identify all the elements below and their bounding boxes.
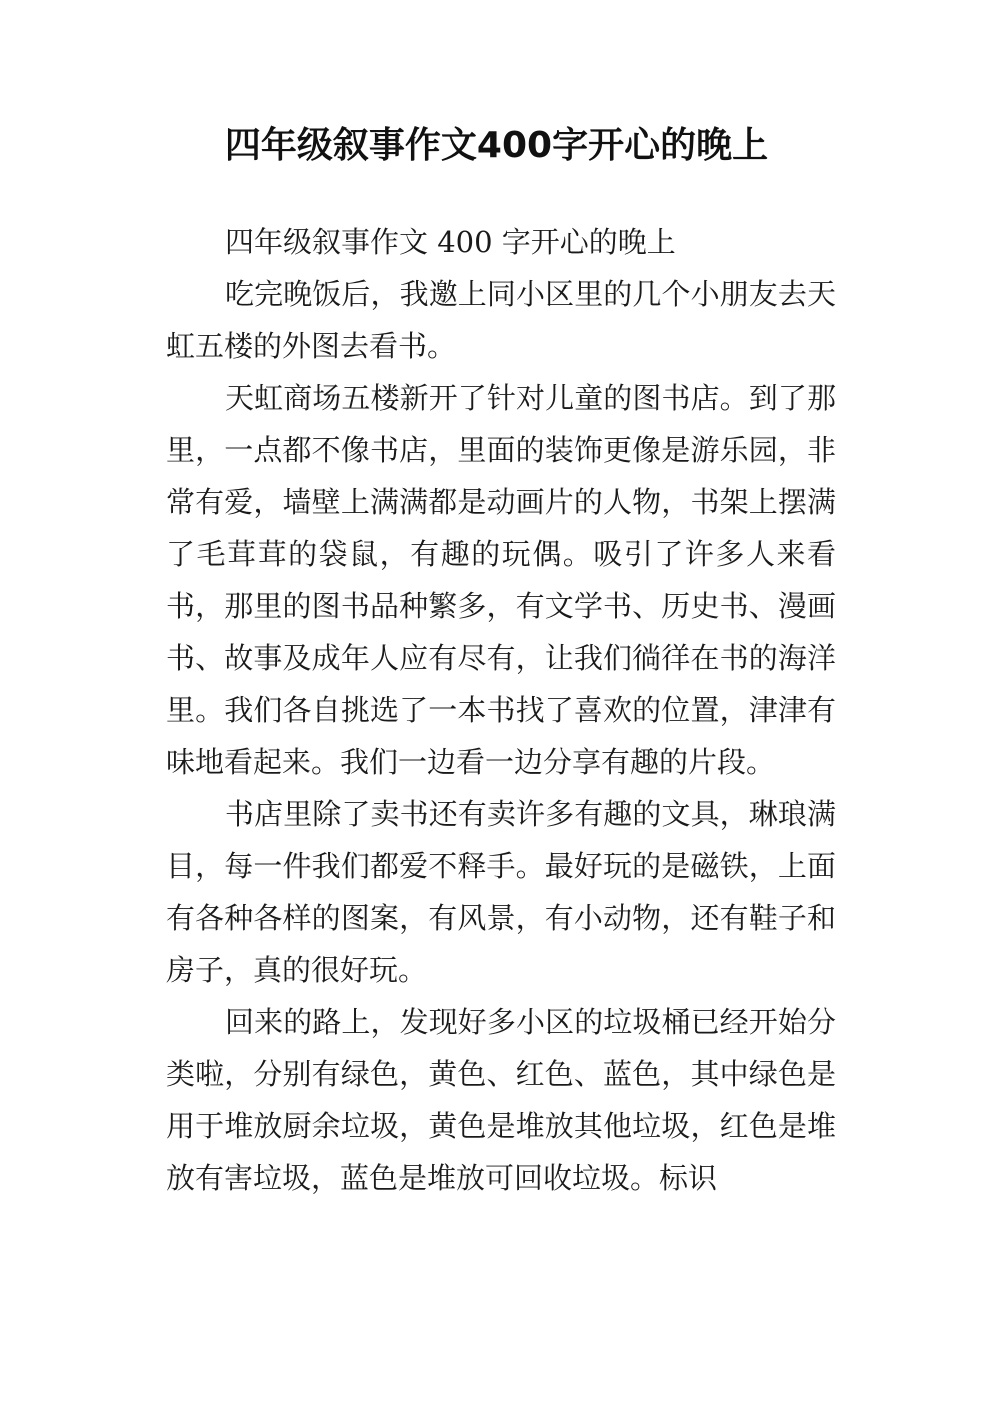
document-body (166, 216, 836, 1204)
document-title: 四年级叙事作文400字开心的晚上 (224, 125, 769, 166)
paragraph-subtitle: 四年级叙事作文 400 字开心的晚上 (225, 225, 676, 259)
paragraph-4: 回来的路上，发现好多小区的垃圾桶已经开始分类啦，分别有绿色，黄色、红色、蓝色，其中绿色是用于堆放厨余垃圾，黄色是堆放其他垃圾，红色是堆放有害垃圾，蓝色是堆放可回收垃圾。标识 (166, 1005, 836, 1195)
paragraph-3: 书店里除了卖书还有卖许多有趣的文具，琳琅满目，每一件我们都爱不释手。最好玩的是磁铁，上面有各种各样的图案，有风景，有小动物，还有鞋子和房子，真的很好玩。 (166, 797, 836, 987)
paragraph-1: 吃完晚饭后，我邀上同小区里的几个小朋友去天虹五楼的外图去看书。 (166, 277, 836, 363)
paragraph-2: 天虹商场五楼新开了针对儿童的图书店。到了那里，一点都不像书店，里面的装饰更像是游乐园，非常有爱，墙壁上满满都是动画片的人物，书架上摆满了毛茸茸的袋鼠，有趣的玩偶。吸引了许多人来看书，那里的图书品种繁多，有文学书、历史书、漫画书、故事及成年人应有尽有，让我们徜徉在书的海洋里。我们各自挑选了一本书找了喜欢的位置，津津有味地看起来。我们一边看一边分享有趣的片段。 (166, 381, 836, 779)
